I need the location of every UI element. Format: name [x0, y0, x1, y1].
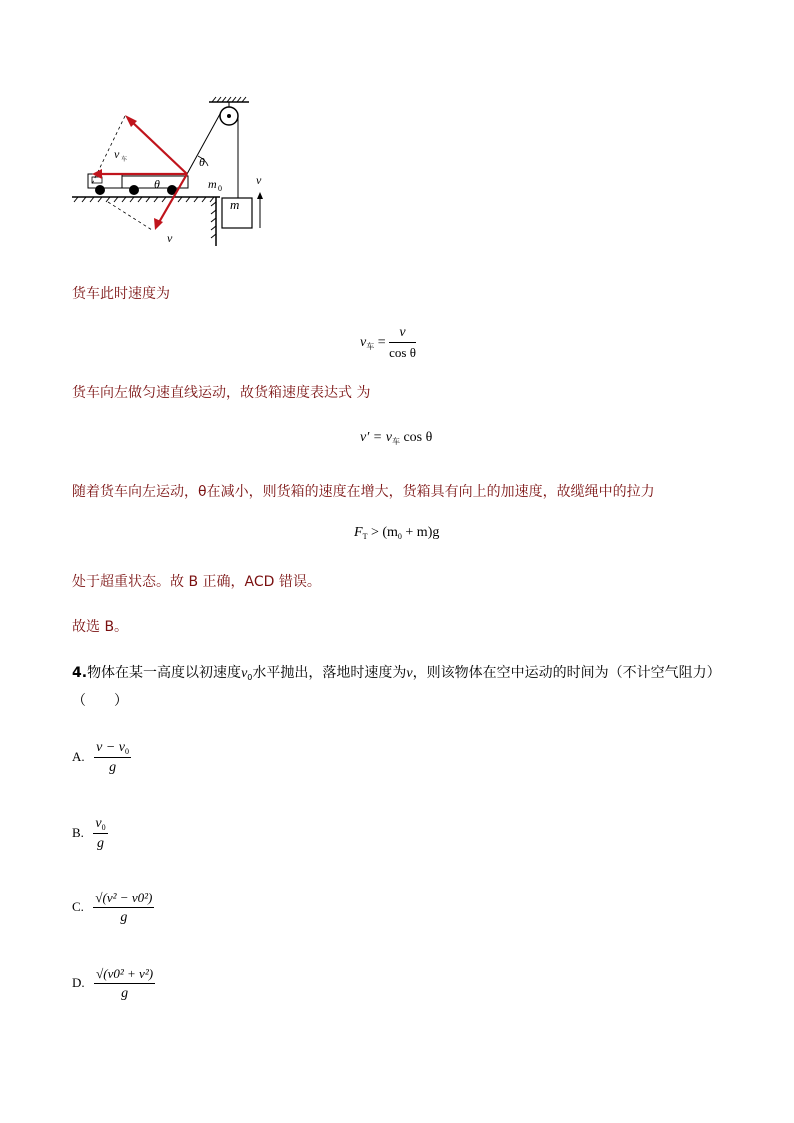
f1-den: cos θ [389, 345, 416, 360]
question-number: 4. [72, 665, 88, 681]
truck-left-line: 货车向左做匀速直线运动，故货箱速度表达式 为 [72, 385, 371, 401]
option-d[interactable] [72, 966, 155, 1002]
question-text-b: 水平抛出，落地时速度为 [252, 665, 407, 681]
physics-diagram [68, 96, 288, 256]
option-d-den: g [121, 986, 129, 1001]
truck-speed-line: 货车此时速度为 [72, 286, 170, 302]
option-b[interactable] [72, 816, 108, 852]
f3-rest-a: > (m [367, 525, 398, 540]
option-c-label: C. [72, 899, 84, 915]
label-v-right: v [256, 173, 262, 187]
option-a-label: A. [72, 749, 85, 765]
f3-rest-b: + m)g [401, 525, 440, 540]
option-a[interactable] [72, 740, 131, 776]
f3-sub0: 0 [397, 532, 402, 541]
question-paren: （ ） [72, 693, 128, 709]
pulley-truck-diagram [68, 96, 288, 256]
option-d-label: D. [72, 975, 85, 991]
label-theta-bottom: θ [154, 177, 160, 191]
option-b-num: v [95, 816, 102, 831]
formula-v-car [360, 325, 416, 361]
option-c[interactable] [72, 890, 154, 926]
option-c-fraction [93, 890, 154, 926]
option-a-fraction [94, 740, 131, 776]
f3-F-sub: T [362, 532, 368, 541]
label-v-car: v [114, 147, 120, 161]
question-text-a: 物体在某一高度以初速度 [87, 665, 242, 681]
label-m0-sub: 0 [218, 184, 222, 193]
option-d-fraction [94, 966, 155, 1002]
choose-line: 故选 B。 [72, 619, 129, 635]
question-v0: v [241, 666, 248, 681]
f1-lhs: v [360, 335, 367, 351]
with-truck-line: 随着货车向左运动，θ在减小，则货箱的速度在增大，货箱具有向上的加速度，故缆绳中的拉力 [72, 484, 655, 500]
f3-F: F [354, 525, 363, 540]
option-a-num-sub: 0 [125, 747, 130, 756]
option-c-den: g [120, 910, 128, 925]
option-b-num-sub: 0 [101, 823, 106, 832]
option-b-den: g [97, 836, 105, 851]
overweight-line: 处于超重状态。故 B 正确，ACD 错误。 [72, 574, 321, 590]
formula-v-prime [360, 430, 432, 447]
option-b-label: B. [72, 825, 84, 841]
option-d-num: √(v0² + v²) [96, 966, 154, 981]
label-m-box: m [230, 197, 240, 212]
f1-num: v [399, 325, 406, 340]
question-v: v [406, 666, 413, 681]
f2-rest: cos θ [403, 430, 433, 445]
option-b-fraction [93, 816, 107, 852]
label-v-car-sub: 车 [121, 156, 128, 163]
f2-lhs: v′ = v [360, 430, 392, 445]
formula-tension [354, 525, 439, 541]
option-a-num: v − v [96, 740, 126, 755]
option-c-num: √(v² − v0²) [95, 890, 153, 905]
option-a-den: g [109, 760, 117, 775]
question-text-c: ，则该物体在空中运动的时间为（不计空气阻力） [412, 665, 721, 681]
label-v-bottom: v [167, 231, 173, 245]
f1-eq: = [377, 335, 386, 351]
label-m0: m [208, 177, 217, 191]
label-theta-top: θ [199, 155, 205, 169]
f1-lhs-sub: 车 [366, 342, 375, 352]
f2-sub: 车 [391, 437, 400, 446]
question-v0-sub: 0 [247, 673, 253, 682]
question-4 [72, 662, 762, 682]
f1-fraction [389, 325, 416, 361]
